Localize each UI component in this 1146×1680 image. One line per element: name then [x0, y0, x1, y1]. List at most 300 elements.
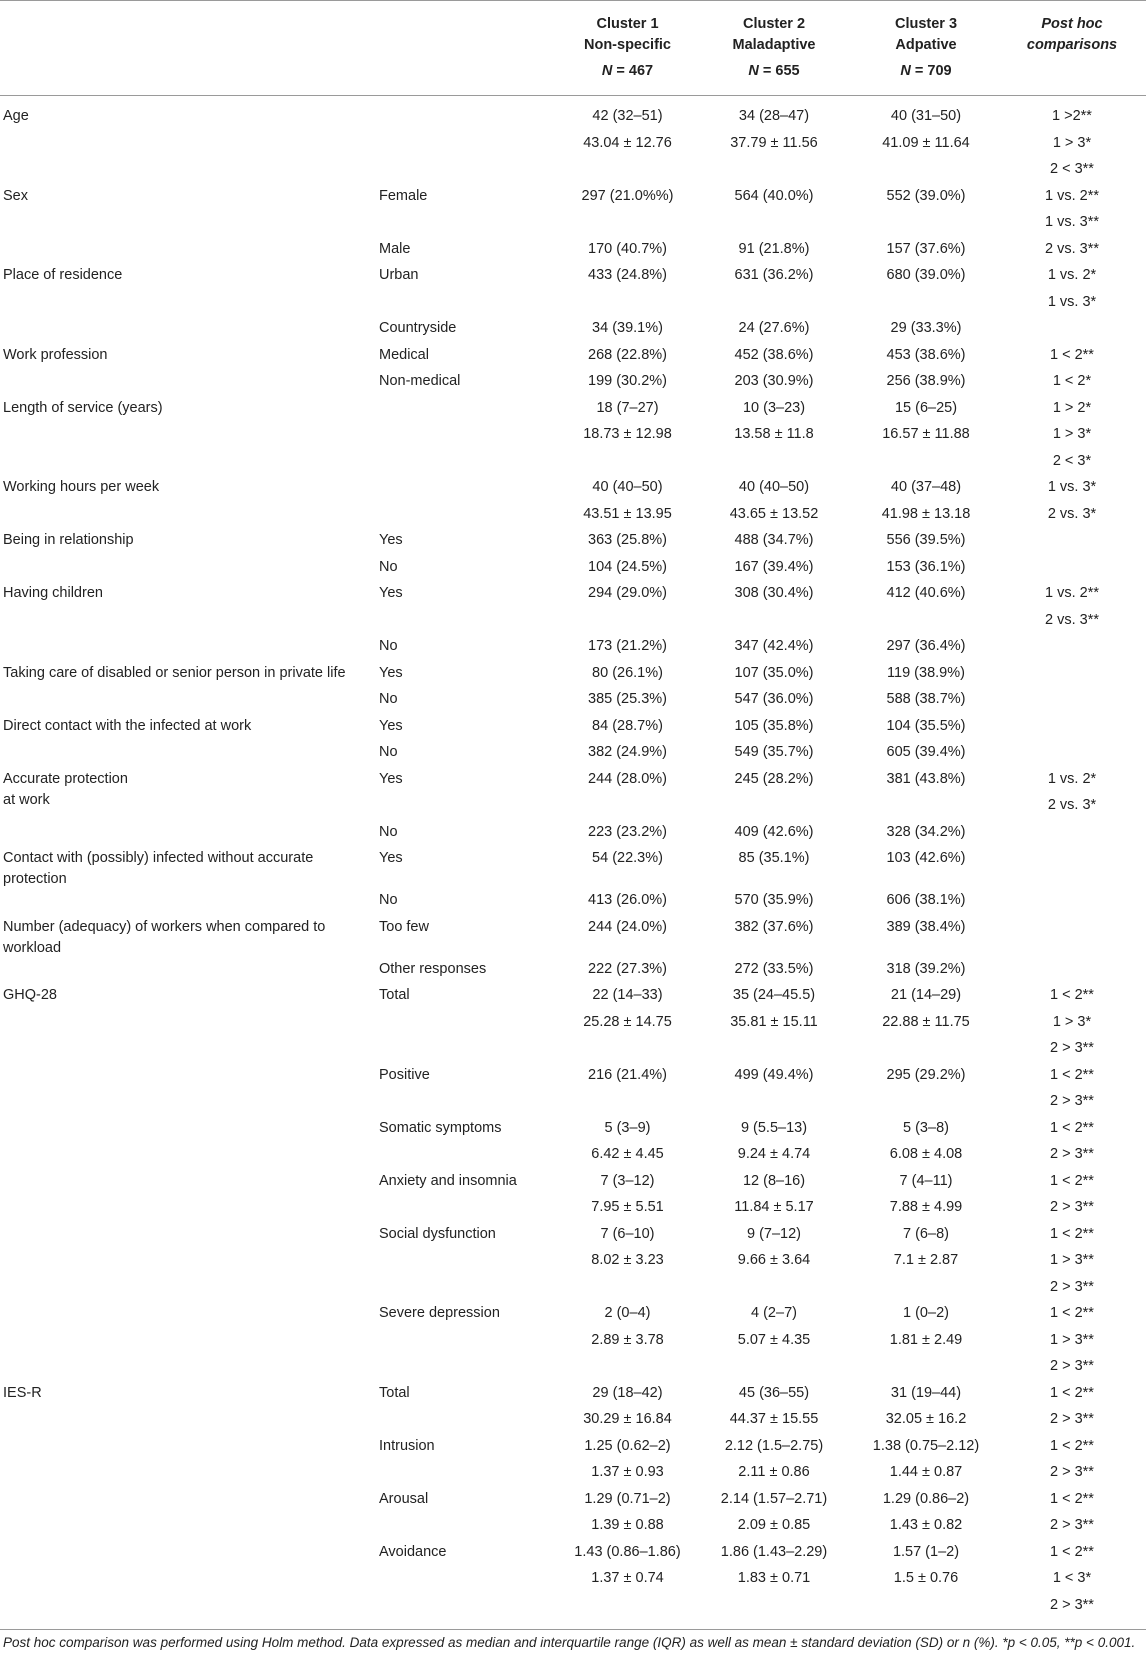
row-posthoc — [998, 716, 1146, 743]
posthoc-line: 2 > 3** — [1050, 1411, 1094, 1427]
row-category: Intrusion — [379, 1437, 435, 1454]
value-line: 2.12 (1.5–2.75) — [724, 1437, 824, 1454]
row-cluster-3-value — [854, 1436, 998, 1489]
value-line: 44.37 ± 15.55 — [729, 1411, 819, 1427]
posthoc-line: 1 > 3* — [1052, 1013, 1092, 1030]
row-posthoc — [998, 186, 1146, 239]
row-cluster-3-value — [854, 1224, 998, 1304]
value-line: 84 (28.7%) — [592, 717, 663, 734]
value-line: 2.14 (1.57–2.71) — [720, 1490, 828, 1507]
posthoc-line: 1 < 3* — [1052, 1570, 1092, 1586]
posthoc-line: 2 > 3** — [1050, 1278, 1094, 1295]
row-category: Medical — [379, 346, 429, 363]
cluster-1-label: Cluster 1 — [596, 16, 659, 32]
value-line: 16.57 ± 11.88 — [882, 426, 970, 442]
posthoc-line: 2 vs. 3* — [1047, 505, 1097, 522]
value-line: 40 (37–48) — [890, 479, 962, 495]
value-line: 9 (7–12) — [746, 1225, 801, 1242]
table-row — [0, 1303, 1146, 1383]
table-row — [0, 890, 1146, 917]
value-line: 18.73 ± 12.98 — [583, 426, 672, 442]
row-category: Avoidance — [368, 1542, 561, 1630]
value-line: 29 (18–42) — [592, 1384, 663, 1401]
row-cluster-2-value — [694, 636, 854, 663]
row-cluster-1-value — [561, 1383, 694, 1436]
value-line: 37.79 ± 11.56 — [730, 134, 818, 151]
value-line: 588 (38.7%) — [886, 691, 966, 707]
posthoc-line: 2 vs. 3** — [1045, 240, 1099, 257]
row-cluster-1-value — [561, 106, 694, 186]
row-cluster-2-value — [694, 1171, 854, 1224]
row-cluster-2-value — [694, 822, 854, 849]
row-cluster-3-value — [854, 371, 998, 398]
value-line: 45 (36–55) — [738, 1384, 810, 1401]
row-posthoc — [998, 318, 1146, 345]
row-category: Countryside — [379, 320, 457, 336]
posthoc-line: 2 < 3** — [1050, 161, 1094, 177]
row-posthoc — [998, 848, 1146, 890]
row-variable — [0, 371, 368, 398]
row-cluster-3-value — [854, 1118, 998, 1171]
posthoc-line: 1 < 2** — [1050, 1119, 1094, 1136]
row-cluster-2-value — [694, 769, 854, 822]
header-variable-blank — [0, 1, 368, 96]
value-line: 107 (35.0%) — [734, 664, 814, 681]
row-cluster-3-value — [854, 1542, 998, 1630]
row-cluster-1-value — [561, 1436, 694, 1489]
row-posthoc — [998, 371, 1146, 398]
value-line: 552 (39.0%) — [886, 187, 966, 204]
row-posthoc — [998, 345, 1146, 372]
value-line: 7 (6–8) — [903, 1225, 949, 1242]
value-line: 22.88 ± 11.75 — [882, 1013, 970, 1030]
row-cluster-2-value — [694, 345, 854, 372]
value-line: 245 (28.2%) — [734, 770, 814, 787]
row-variable — [0, 106, 368, 186]
row-variable — [0, 1383, 368, 1436]
row-cluster-2-value — [694, 1303, 854, 1383]
row-cluster-1-value — [561, 716, 694, 743]
value-line: 223 (23.2%) — [588, 823, 667, 840]
table-row — [0, 742, 1146, 769]
row-cluster-3-value — [854, 583, 998, 636]
row-cluster-1-value — [561, 890, 694, 917]
row-variable-text: Working hours per week — [3, 479, 160, 495]
value-line: 12 (8–16) — [742, 1172, 806, 1189]
row-category: Severe depression — [379, 1305, 500, 1321]
header-posthoc: Post hoc comparisons — [998, 1, 1146, 96]
table-row — [0, 583, 1146, 636]
row-category — [368, 477, 561, 530]
row-cluster-2-value — [694, 106, 854, 186]
table-row — [0, 917, 1146, 959]
posthoc-line: 1 > 3* — [1052, 426, 1092, 442]
value-line: 30.29 ± 16.84 — [583, 1411, 672, 1427]
row-variable — [0, 345, 368, 372]
row-category: Yes — [379, 532, 403, 548]
value-line: 381 (43.8%) — [886, 770, 966, 787]
value-line: 5.07 ± 4.35 — [737, 1331, 811, 1348]
row-variable — [0, 689, 368, 716]
value-line: 43.04 ± 12.76 — [583, 134, 672, 151]
row-variable — [0, 530, 368, 557]
value-line: 1.25 (0.62–2) — [584, 1437, 671, 1454]
row-cluster-1-value — [561, 530, 694, 557]
value-line: 564 (40.0%) — [734, 187, 814, 204]
row-cluster-2-value — [694, 1542, 854, 1630]
row-cluster-1-value — [561, 663, 694, 690]
value-line: 54 (22.3%) — [592, 850, 663, 866]
row-posthoc — [998, 1224, 1146, 1304]
row-cluster-3-value — [854, 822, 998, 849]
value-line: 105 (35.8%) — [734, 717, 814, 734]
row-category: Other responses — [379, 960, 487, 977]
row-cluster-1-value — [561, 742, 694, 769]
value-line: 43.51 ± 13.95 — [583, 505, 672, 522]
value-line: 1.37 ± 0.93 — [591, 1464, 664, 1480]
value-line: 680 (39.0%) — [886, 267, 966, 283]
row-cluster-1-value — [561, 265, 694, 318]
value-line: 153 (36.1%) — [886, 558, 966, 575]
row-variable-text: Sex — [3, 187, 28, 204]
posthoc-line: 1 vs. 2** — [1045, 187, 1099, 204]
row-cluster-2-value — [694, 1224, 854, 1304]
posthoc-line: 1 vs. 3** — [1045, 214, 1099, 230]
table-row — [0, 345, 1146, 372]
row-variable-text: Length of service (years) — [3, 399, 163, 416]
value-line: 104 (35.5%) — [886, 717, 966, 734]
value-line: 347 (42.4%) — [734, 638, 814, 654]
row-cluster-3-value — [854, 265, 998, 318]
value-line: 244 (28.0%) — [588, 770, 667, 787]
row-variable — [0, 398, 368, 478]
table-row — [0, 186, 1146, 239]
posthoc-line: 2 > 3** — [1050, 1093, 1094, 1109]
table-row — [0, 985, 1146, 1065]
value-line: 222 (27.3%) — [588, 960, 667, 977]
posthoc-line: 2 > 3** — [1050, 1596, 1094, 1613]
row-variable — [0, 769, 368, 822]
row-variable-text: at work — [3, 791, 50, 808]
posthoc-line: 1 vs. 3* — [1047, 479, 1097, 495]
row-posthoc — [998, 265, 1146, 318]
posthoc-line: 2 > 3** — [1050, 1358, 1094, 1374]
value-line: 1.43 (0.86–1.86) — [574, 1543, 681, 1560]
value-line: 170 (40.7%) — [588, 240, 667, 257]
table-row — [0, 265, 1146, 318]
table-row — [0, 1118, 1146, 1171]
value-line: 80 (26.1%) — [592, 664, 663, 681]
row-cluster-1-value — [561, 186, 694, 239]
value-line: 43.65 ± 13.52 — [729, 505, 819, 522]
row-cluster-1-value — [561, 1065, 694, 1118]
posthoc-line: 1 < 2** — [1050, 1305, 1094, 1321]
cluster-3-type: Adpative — [895, 37, 957, 53]
cluster-3-n: N = 709 — [900, 63, 952, 79]
value-line: 10 (3–23) — [742, 399, 806, 416]
row-posthoc — [998, 890, 1146, 917]
row-variable-text: Age — [3, 108, 29, 124]
row-cluster-1-value — [561, 1542, 694, 1630]
value-line: 13.58 ± 11.8 — [734, 426, 814, 442]
posthoc-line: 1 vs. 2* — [1047, 770, 1097, 787]
posthoc-line: 1 > 3** — [1050, 1252, 1094, 1268]
row-category: Yes — [379, 850, 403, 866]
table-header-row — [0, 1, 1146, 96]
row-cluster-3-value — [854, 636, 998, 663]
row-posthoc — [998, 1436, 1146, 1489]
row-category: No — [379, 638, 398, 654]
table-row — [0, 959, 1146, 986]
value-line: 433 (24.8%) — [588, 267, 667, 283]
row-variable — [0, 477, 368, 530]
value-line: 318 (39.2%) — [886, 960, 966, 977]
value-line: 31 (19–44) — [890, 1384, 962, 1401]
table-row — [0, 1383, 1146, 1436]
row-variable-text: Accurate protection — [3, 770, 128, 787]
row-cluster-2-value — [694, 890, 854, 917]
row-variable — [0, 716, 368, 743]
value-line: 35.81 ± 15.11 — [730, 1013, 818, 1030]
row-category — [368, 398, 561, 478]
row-cluster-3-value — [854, 742, 998, 769]
value-line: 104 (24.5%) — [588, 558, 667, 575]
value-line: 2.09 ± 0.85 — [737, 1517, 811, 1533]
posthoc-line: 2 > 3** — [1050, 1040, 1094, 1056]
row-posthoc — [998, 1383, 1146, 1436]
posthoc-line: 2 > 3** — [1050, 1464, 1094, 1480]
row-cluster-3-value — [854, 398, 998, 478]
row-cluster-1-value — [561, 345, 694, 372]
row-cluster-3-value — [854, 848, 998, 890]
row-cluster-1-value — [561, 583, 694, 636]
value-line: 1.81 ± 2.49 — [889, 1331, 963, 1348]
posthoc-line: 1 < 2** — [1050, 1490, 1094, 1507]
row-variable — [0, 985, 368, 1065]
table-row — [0, 557, 1146, 584]
posthoc-line: 1 < 2** — [1050, 987, 1094, 1003]
value-line: 9.24 ± 4.74 — [737, 1146, 811, 1162]
value-line: 453 (38.6%) — [886, 346, 966, 363]
value-line: 2.11 ± 0.86 — [738, 1464, 810, 1480]
value-line: 605 (39.4%) — [886, 744, 966, 760]
row-variable-text: IES-R — [3, 1384, 42, 1401]
value-line: 1.37 ± 0.74 — [591, 1570, 664, 1586]
posthoc-line: 2 > 3** — [1050, 1146, 1094, 1162]
table-row — [0, 716, 1146, 743]
value-line: 244 (24.0%) — [588, 918, 667, 935]
row-cluster-2-value — [694, 318, 854, 345]
row-cluster-2-value — [694, 239, 854, 266]
row-cluster-2-value — [694, 917, 854, 959]
row-variable — [0, 1118, 368, 1171]
value-line: 2.89 ± 3.78 — [591, 1331, 664, 1348]
table-body — [0, 96, 1146, 1630]
row-variable-text: Work profession — [3, 346, 108, 363]
row-cluster-3-value — [854, 345, 998, 372]
row-variable — [0, 239, 368, 266]
value-line: 7.95 ± 5.51 — [591, 1199, 664, 1215]
value-line: 40 (40–50) — [592, 479, 663, 495]
row-cluster-3-value — [854, 530, 998, 557]
row-cluster-1-value — [561, 239, 694, 266]
row-cluster-1-value — [561, 985, 694, 1065]
row-cluster-3-value — [854, 1303, 998, 1383]
value-line: 2 (0–4) — [604, 1305, 651, 1321]
row-category: Yes — [379, 585, 403, 601]
row-cluster-3-value — [854, 557, 998, 584]
row-cluster-3-value — [854, 917, 998, 959]
value-line: 5 (3–9) — [604, 1119, 651, 1136]
row-cluster-3-value — [854, 689, 998, 716]
row-cluster-1-value — [561, 689, 694, 716]
row-posthoc — [998, 742, 1146, 769]
value-line: 7 (6–10) — [600, 1225, 655, 1242]
value-line: 32.05 ± 16.2 — [885, 1411, 967, 1427]
value-line: 91 (21.8%) — [738, 240, 810, 257]
row-posthoc — [998, 1118, 1146, 1171]
row-cluster-3-value — [854, 318, 998, 345]
posthoc-line: 2 > 3** — [1050, 1517, 1094, 1533]
value-line: 389 (38.4%) — [886, 918, 966, 935]
row-category: Somatic symptoms — [379, 1119, 502, 1136]
posthoc-line: 1 < 2** — [1050, 1066, 1094, 1083]
value-line: 1.38 (0.75–2.12) — [872, 1437, 980, 1454]
row-variable — [0, 583, 368, 636]
row-cluster-2-value — [694, 742, 854, 769]
row-cluster-3-value — [854, 769, 998, 822]
row-cluster-2-value — [694, 371, 854, 398]
posthoc-line: 1 < 2** — [1050, 1543, 1094, 1560]
row-category: No — [379, 558, 398, 575]
value-line: 199 (30.2%) — [588, 373, 667, 389]
row-cluster-1-value — [561, 1224, 694, 1304]
row-posthoc — [998, 477, 1146, 530]
row-cluster-3-value — [854, 1489, 998, 1542]
table-row — [0, 239, 1146, 266]
cluster-2-type: Maladaptive — [732, 37, 816, 53]
value-line: 34 (28–47) — [738, 108, 810, 124]
row-cluster-2-value — [694, 1065, 854, 1118]
row-cluster-1-value — [561, 371, 694, 398]
row-cluster-2-value — [694, 1436, 854, 1489]
row-variable-text: Being in relationship — [3, 532, 134, 548]
header-cluster-2 — [694, 1, 854, 96]
posthoc-line: 1 < 2** — [1050, 1384, 1094, 1401]
row-posthoc — [998, 985, 1146, 1065]
value-line: 382 (37.6%) — [734, 918, 814, 935]
value-line: 9.66 ± 3.64 — [737, 1252, 811, 1268]
row-cluster-1-value — [561, 318, 694, 345]
row-cluster-3-value — [854, 1171, 998, 1224]
table-row — [0, 398, 1146, 478]
value-line: 11.84 ± 5.17 — [734, 1199, 814, 1215]
value-line: 556 (39.5%) — [886, 532, 966, 548]
value-line: 1.5 ± 0.76 — [893, 1570, 959, 1586]
value-line: 1.86 (1.43–2.29) — [720, 1543, 828, 1560]
value-line: 7.88 ± 4.99 — [889, 1199, 963, 1215]
row-category: Yes — [379, 664, 403, 681]
value-line: 1.29 (0.86–2) — [882, 1490, 970, 1507]
row-variable — [0, 265, 368, 318]
row-variable-text: Place of residence — [3, 267, 123, 283]
row-cluster-2-value — [694, 477, 854, 530]
row-variable-text: Having children — [3, 585, 103, 601]
row-cluster-2-value — [694, 186, 854, 239]
value-line: 85 (35.1%) — [738, 850, 810, 866]
row-cluster-1-value — [561, 1489, 694, 1542]
row-cluster-2-value — [694, 1489, 854, 1542]
value-line: 412 (40.6%) — [886, 585, 966, 601]
row-category: Urban — [379, 267, 419, 283]
value-line: 413 (26.0%) — [588, 892, 667, 908]
posthoc-line: 1 < 2** — [1050, 1172, 1094, 1189]
value-line: 1.57 (1–2) — [892, 1543, 960, 1560]
row-cluster-3-value — [854, 1383, 998, 1436]
row-posthoc — [998, 636, 1146, 663]
row-cluster-1-value — [561, 557, 694, 584]
value-line: 452 (38.6%) — [734, 346, 814, 363]
value-line: 606 (38.1%) — [886, 892, 966, 908]
row-category: No — [379, 744, 398, 760]
posthoc-line: 1 vs. 2* — [1047, 267, 1097, 283]
value-line: 1.39 ± 0.88 — [591, 1517, 664, 1533]
value-line: 1.43 ± 0.82 — [889, 1517, 963, 1533]
row-category: Arousal — [379, 1490, 429, 1507]
posthoc-line: 1 > 2* — [1052, 399, 1092, 416]
row-cluster-3-value — [854, 1065, 998, 1118]
value-line: 8.02 ± 3.23 — [591, 1252, 664, 1268]
value-line: 6.42 ± 4.45 — [591, 1146, 664, 1162]
row-variable — [0, 917, 368, 959]
row-variable — [0, 848, 368, 890]
value-line: 203 (30.9%) — [734, 373, 814, 389]
table-row — [0, 663, 1146, 690]
value-line: 297 (21.0%%) — [581, 187, 674, 204]
row-posthoc — [998, 1489, 1146, 1542]
value-line: 18 (7–27) — [596, 399, 659, 416]
posthoc-line: 1 > 3* — [1052, 134, 1092, 151]
row-cluster-1-value — [561, 769, 694, 822]
row-variable-text: Contact with (possibly) infected without accurate protection — [3, 850, 314, 887]
row-category: Total — [379, 1384, 410, 1401]
row-posthoc — [998, 583, 1146, 636]
value-line: 297 (36.4%) — [886, 638, 966, 654]
posthoc-line: 1 vs. 3* — [1047, 293, 1097, 310]
cluster-3-label: Cluster 3 — [894, 16, 958, 32]
row-posthoc — [998, 917, 1146, 959]
row-posthoc — [998, 1542, 1146, 1630]
cluster-2-label: Cluster 2 — [742, 16, 806, 32]
row-posthoc — [998, 1065, 1146, 1118]
value-line: 328 (34.2%) — [886, 823, 966, 840]
row-category: Non-medical — [379, 373, 461, 389]
row-category: No — [379, 691, 398, 707]
value-line: 631 (36.2%) — [734, 267, 814, 283]
row-cluster-1-value — [561, 398, 694, 478]
table-row — [0, 1436, 1146, 1489]
value-line: 385 (25.3%) — [588, 691, 667, 707]
row-variable — [0, 1436, 368, 1489]
row-cluster-3-value — [854, 477, 998, 530]
table-row — [0, 1542, 1146, 1630]
row-cluster-3-value — [854, 716, 998, 743]
table-row — [0, 769, 1146, 822]
row-cluster-3-value — [854, 186, 998, 239]
value-line: 268 (22.8%) — [588, 346, 667, 363]
value-line: 272 (33.5%) — [734, 960, 814, 977]
row-posthoc — [998, 959, 1146, 986]
